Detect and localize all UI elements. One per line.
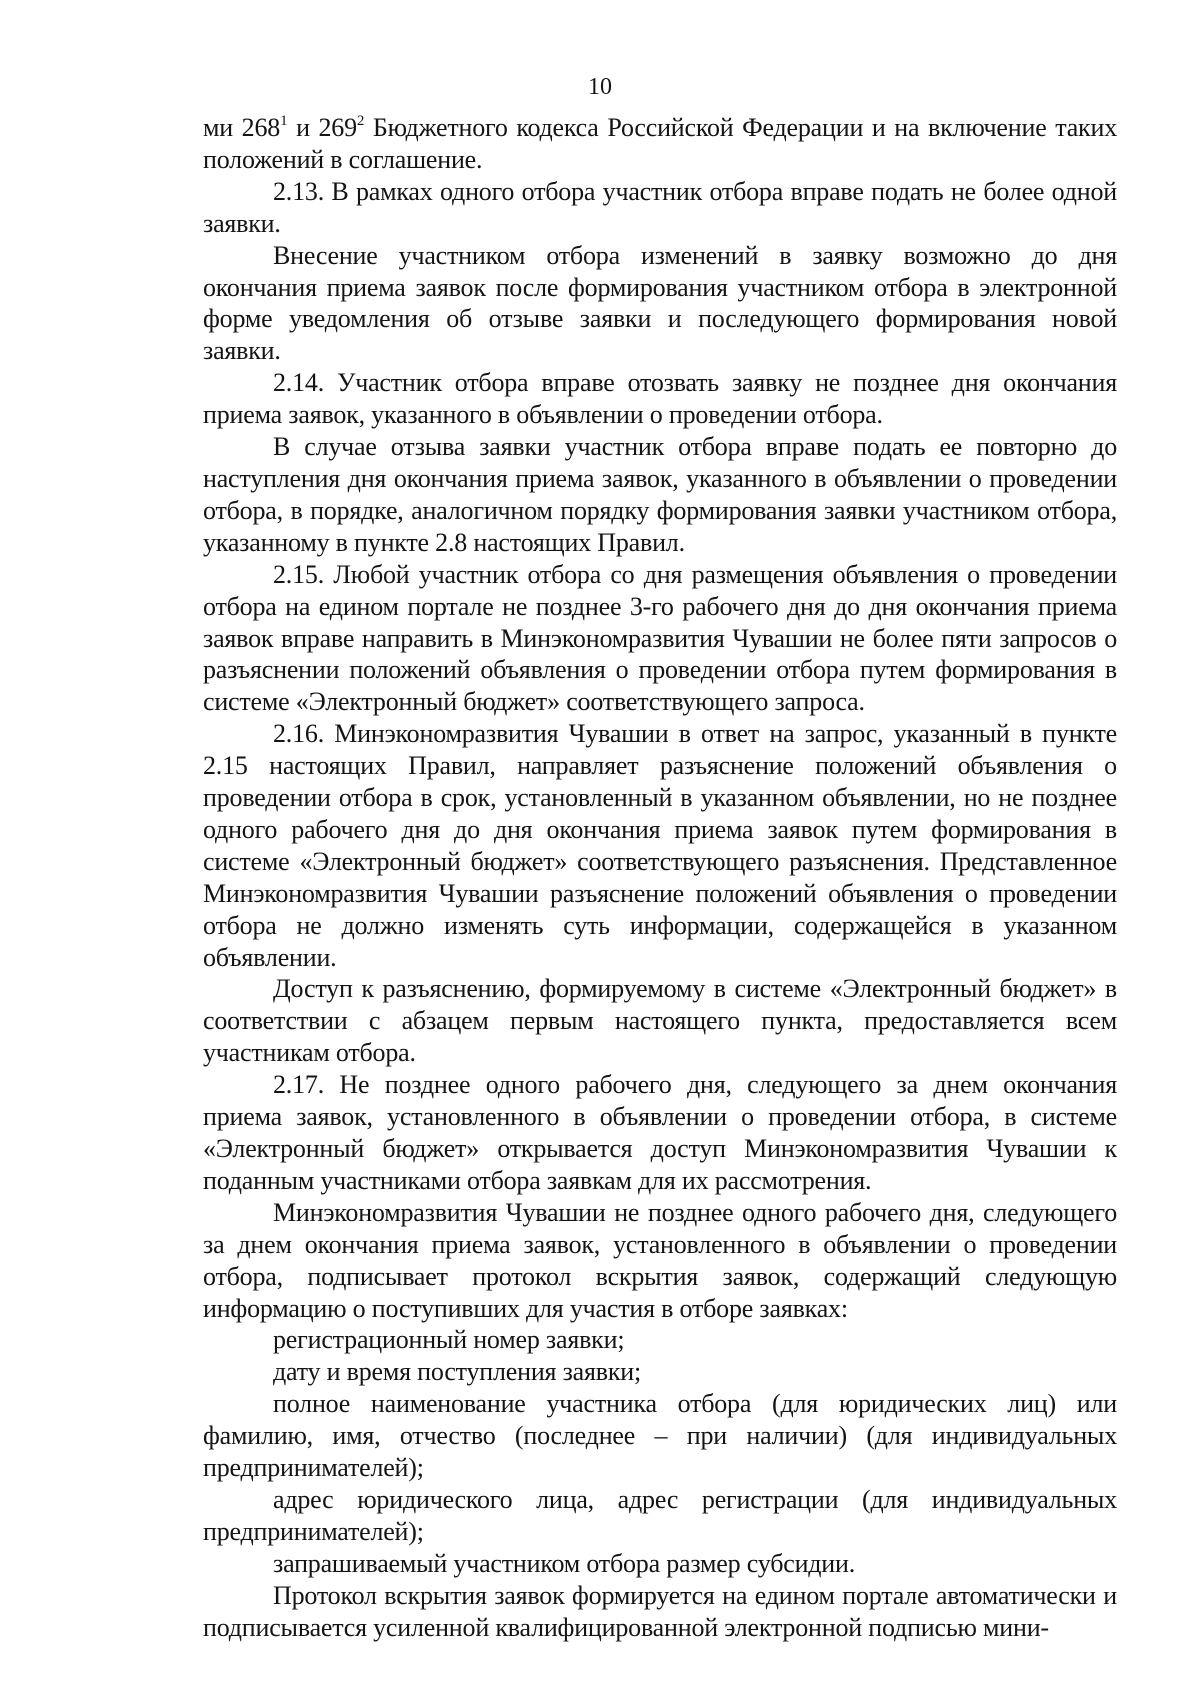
page-number: 10 — [588, 74, 612, 100]
paragraph-2-17: 2.17. Не позднее одного рабочего дня, следующего за днем окончания приема заявок, установленного в объявлении о проведении отбора, в системе «Электронный бюджет» открывается доступ Минэкономразвития Чувашии к поданным участниками отбора заявкам для их рассмотрения. — [203, 1070, 1117, 1195]
paragraph-text-end: Бюджетного кодекса Российской Федерации и на включение таких положений в соглашение. — [203, 113, 1117, 174]
paragraph: Минэкономразвития Чувашии не позднее одного рабочего дня, следующего за днем окончания приема заявок, установленного в объявлении о проведении отбора, подписывает протокол вскрытия заявок, содержащий следующую информацию о поступивших для участия в отборе заявках: — [203, 1197, 1117, 1323]
superscript-2: 2 — [356, 113, 365, 130]
paragraph-2-16: 2.16. Минэкономразвития Чувашии в ответ на запрос, указанный в пункте 2.15 настоящих Правил, направляет разъяснение положений объявления о проведении отбора в срок, установленный в указанном объявлении, но не позднее одного рабочего дня до дня окончания приема заявок путем формирования в системе «Электронный бюджет» соответствующего разъяснения. Представленное Минэкономразвития Чувашии разъяснение положений объявления о проведении отбора не должно изменять суть информации, содержащейся в указанном объявлении. — [203, 719, 1117, 972]
paragraph: В случае отзыва заявки участник отбора вправе подать ее повторно до наступления дня окончания приема заявок, указанного в объявлении о проведении отбора, в порядке, аналогичном порядку формирования заявки участником отбора, указанному в пункте 2.8 настоящих Правил. — [203, 432, 1117, 557]
list-item: регистрационный номер заявки; — [273, 1325, 625, 1355]
list-item: запрашиваемый участником отбора размер субсидии. — [273, 1548, 856, 1578]
paragraph: Внесение участником отбора изменений в заявку возможно до дня окончания приема заявок после формирования участником отбора в электронной форме уведомления об отзыве заявки и последующего формирования новой заявки. — [203, 240, 1117, 366]
list-item: полное наименование участника отбора (для юридических лиц) или фамилию, имя, отчество (последнее – при наличии) (для индивидуальных предпринимателей); — [203, 1389, 1117, 1483]
paragraph-text-middle: и 269 — [287, 113, 357, 142]
paragraph-2-14: 2.14. Участник отбора вправе отозвать заявку не позднее дня окончания приема заявок, указанного в объявлении о проведении отбора. — [203, 368, 1117, 430]
list-item: адрес юридического лица, адрес регистрации (для индивидуальных предпринимателей); — [203, 1484, 1117, 1546]
paragraph-text-start: ми 268 — [203, 113, 281, 142]
document-body — [203, 112, 1117, 1644]
paragraph-2-15: 2.15. Любой участник отбора со дня размещения объявления о проведении отбора на едином портале не позднее 3-го рабочего дня до дня окончания приема заявок вправе направить в Минэкономразвития Чувашии не более пяти запросов о разъяснении положений объявления о проведении отбора путем формирования в системе «Электронный бюджет» соответствующего запроса. — [203, 559, 1117, 717]
paragraph-continuation — [203, 112, 1117, 176]
superscript-1: 1 — [280, 113, 288, 130]
list-item: дату и время поступления заявки; — [273, 1357, 642, 1387]
paragraph: Доступ к разъяснению, формируемому в системе «Электронный бюджет» в соответствии с абзацем первым настоящего пункта, предоставляется всем участникам отбора. — [203, 974, 1117, 1068]
paragraph-2-13: 2.13. В рамках одного отбора участник отбора вправе подать не более одной заявки. — [203, 176, 1117, 238]
paragraph: Протокол вскрытия заявок формируется на едином портале автоматически и подписывается усиленной квалифицированной электронной подписью мини- — [203, 1580, 1117, 1642]
